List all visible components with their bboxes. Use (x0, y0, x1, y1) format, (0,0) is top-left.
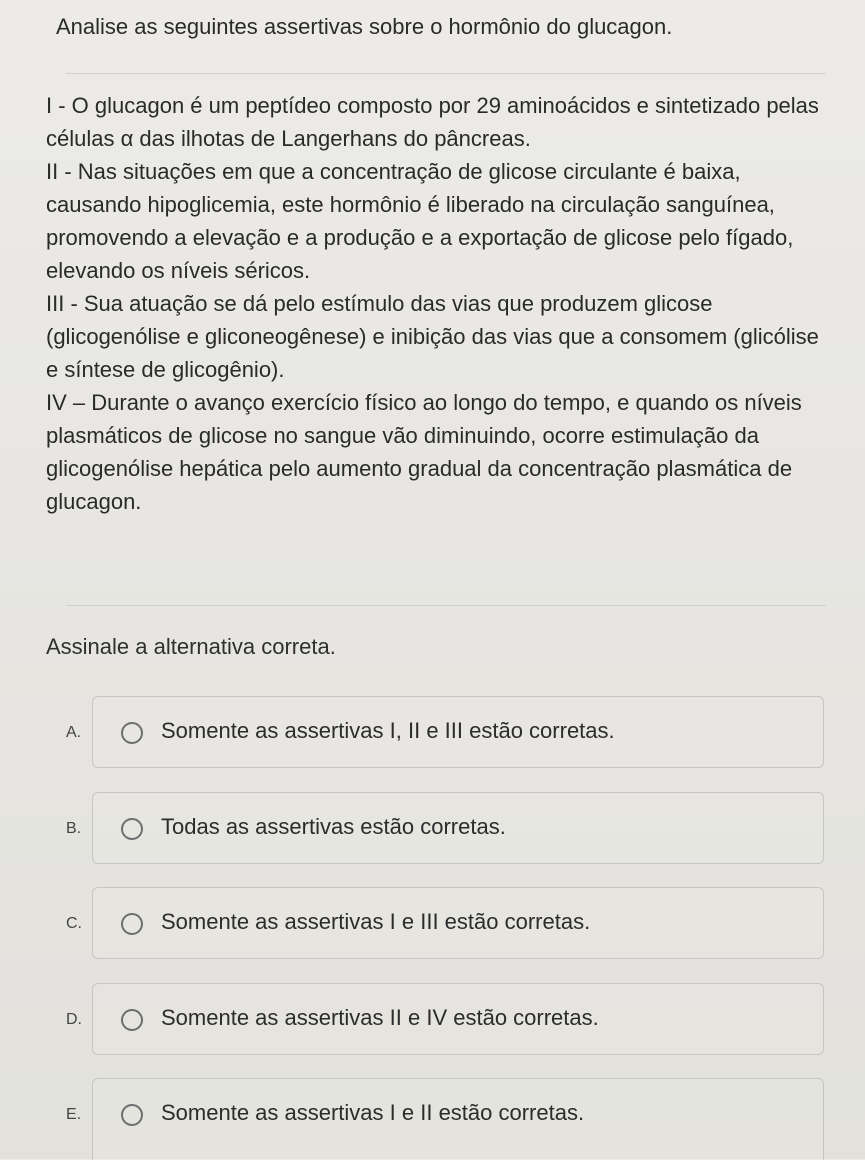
option-c-card[interactable] (92, 887, 824, 959)
option-d-card[interactable] (92, 983, 824, 1055)
option-c-text: Somente as assertivas I e III estão corretas. (161, 909, 591, 934)
radio-icon[interactable] (121, 818, 143, 840)
question-container (46, 0, 836, 1159)
option-b (66, 792, 846, 862)
option-d (66, 983, 846, 1053)
option-d-letter: D. (66, 1011, 82, 1028)
assertion-3: III - Sua atuação se dá pelo estímulo das vias que produzem glicose (glicogenólise e gliconeogênese) e inibição das vias que a consomem (glicólise e síntese de glicogênio). (46, 291, 819, 382)
option-c-letter: C. (66, 915, 82, 932)
option-a-letter: A. (66, 724, 82, 741)
option-d-text: Somente as assertivas II e IV estão corretas. (161, 1005, 599, 1030)
option-e-text: Somente as assertivas I e II estão corretas. (161, 1100, 585, 1125)
radio-icon[interactable] (121, 1104, 143, 1126)
option-a-text: Somente as assertivas I, II e III estão corretas. (161, 718, 615, 743)
assertion-2: II - Nas situações em que a concentração de glicose circulante é baixa, causando hipoglicemia, este hormônio é liberado na circulação sanguínea, promovendo a elevação e a produção e a exportação de glicose pelo fígado, elevando os níveis séricos. (46, 159, 794, 283)
radio-icon[interactable] (121, 1009, 143, 1031)
assertion-4: IV – Durante o avanço exercício físico ao longo do tempo, e quando os níveis plasmáticos de glicose no sangue vão diminuindo, ocorre estimulação da glicogenólise hepática pelo aumento gradual da concentração plasmática de glucagon. (46, 390, 802, 514)
option-c (66, 887, 846, 957)
option-a (66, 696, 846, 766)
radio-icon[interactable] (121, 722, 143, 744)
assertions-list (46, 89, 836, 518)
option-e-letter: E. (66, 1106, 82, 1123)
option-b-text: Todas as assertivas estão corretas. (161, 814, 506, 839)
assertion-1: I - O glucagon é um peptídeo composto por 29 aminoácidos e sintetizado pelas células α das ilhotas de Langerhans do pâncreas. (46, 93, 819, 151)
option-e-card[interactable] (92, 1078, 824, 1160)
option-b-letter: B. (66, 820, 82, 837)
option-a-card[interactable] (92, 696, 824, 768)
middle-divider (66, 605, 826, 606)
option-e (66, 1078, 846, 1148)
top-divider (66, 73, 826, 74)
question-stem: Analise as seguintes assertivas sobre o hormônio do glucagon. (56, 14, 673, 39)
radio-icon[interactable] (121, 913, 143, 935)
instruction-text: Assinale a alternativa correta. (46, 634, 336, 659)
option-b-card[interactable] (92, 792, 824, 864)
